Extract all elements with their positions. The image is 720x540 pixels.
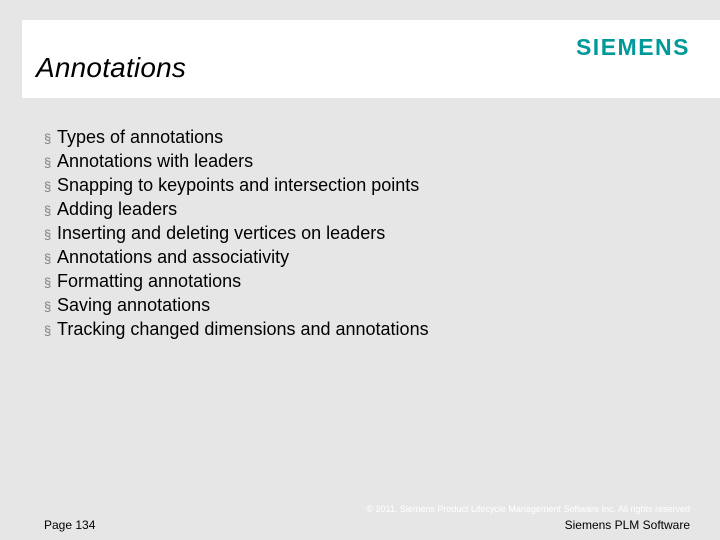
list-item [44, 173, 429, 197]
bullet-icon: § [44, 299, 52, 314]
list-item-text: Saving annotations [57, 295, 211, 315]
bullet-icon: § [44, 227, 52, 242]
bullet-list [44, 125, 429, 341]
list-item-text: Inserting and deleting vertices on leaders [57, 223, 386, 243]
list-item-text: Formatting annotations [57, 271, 242, 291]
list-item [44, 221, 429, 245]
list-item-text: Snapping to keypoints and intersection points [57, 175, 420, 195]
list-item [44, 149, 429, 173]
page-title: Annotations [36, 52, 187, 83]
list-item-text: Tracking changed dimensions and annotations [57, 319, 429, 339]
page-number: Page 134 [44, 518, 96, 532]
header-bar [22, 20, 720, 98]
bullet-icon: § [44, 275, 52, 290]
copyright-notice: © 2011. Siemens Product Lifecycle Management Software Inc. All rights reserved [366, 504, 690, 514]
list-item [44, 293, 429, 317]
list-item-text: Annotations with leaders [57, 151, 254, 171]
list-item [44, 269, 429, 293]
list-item [44, 197, 429, 221]
bullet-icon: § [44, 155, 52, 170]
footer-brand: Siemens PLM Software [564, 518, 690, 532]
list-item [44, 125, 429, 149]
list-item-text: Types of annotations [57, 127, 224, 147]
list-item-text: Annotations and associativity [57, 247, 290, 267]
bullet-icon: § [44, 203, 52, 218]
siemens-logo: SIEMENS [575, 34, 690, 60]
list-item [44, 245, 429, 269]
list-item [44, 317, 429, 341]
list-item-text: Adding leaders [57, 199, 178, 219]
bullet-icon: § [44, 179, 52, 194]
bullet-icon: § [44, 131, 52, 146]
bullet-icon: § [44, 251, 52, 266]
bullet-icon: § [44, 323, 52, 338]
